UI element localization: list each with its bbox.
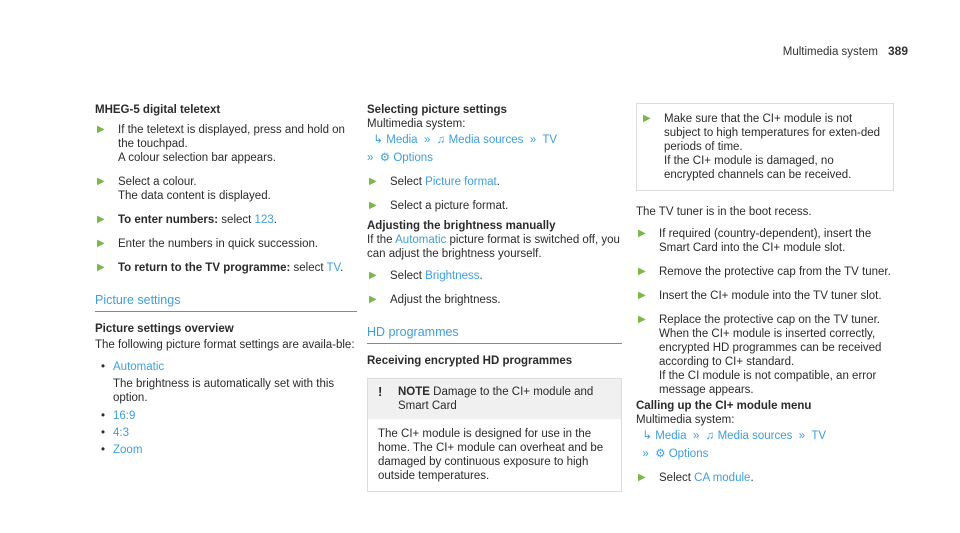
step-text: Enter the numbers in quick succession. [118, 238, 319, 250]
path-separator-icon: » [636, 448, 652, 460]
step-item [95, 261, 357, 275]
path-media[interactable]: Media [386, 134, 418, 146]
step-tail: . [496, 176, 500, 188]
step-lead: To enter numbers: [118, 214, 219, 226]
option-automatic[interactable]: • Automatic [95, 360, 357, 374]
step-text: If the teletext is displayed, press and hold on the touchpad. [118, 124, 345, 150]
step-item [636, 313, 894, 397]
step-tail: . [479, 270, 483, 282]
mheg-title: MHEG-5 digital teletext [95, 104, 221, 116]
hd-programmes-heading: HD programmes [367, 325, 622, 344]
path-separator-icon: » [367, 152, 377, 164]
arrow-right-icon: ▶ [369, 200, 377, 211]
arrow-right-icon: ▶ [97, 262, 105, 273]
options-icon: ⚙ [379, 152, 391, 164]
step-item [95, 237, 357, 251]
step-result: If the CI+ module is damaged, no encrypted channels can be received. [664, 155, 852, 181]
step-tail: . [750, 472, 754, 484]
path-prefix: Multimedia system: [636, 414, 735, 426]
page-number: 389 [887, 44, 908, 58]
header-section: Multimedia system [782, 46, 878, 58]
step-item [636, 289, 894, 303]
step-item [367, 269, 622, 283]
step-result: A colour selection bar appears. [118, 152, 276, 164]
step-item [641, 112, 883, 182]
path-start-icon: ↳ [367, 134, 384, 146]
step-item [95, 175, 357, 203]
adjust-text [367, 233, 622, 261]
step-item [636, 471, 894, 485]
overview-title: Picture settings overview [95, 323, 234, 335]
arrow-right-icon: ▶ [97, 124, 105, 135]
menu-path [636, 427, 894, 463]
step-result: If the CI module is not compatible, an error message appears. [659, 370, 877, 396]
overview-text: The following picture format settings are availa-ble: [95, 339, 355, 351]
column-2 [367, 103, 622, 502]
step-text: select [218, 214, 255, 226]
step-text: Select [390, 270, 426, 282]
path-separator-icon: » [420, 134, 434, 146]
note-continuation-box [636, 103, 894, 191]
step-text: Insert the CI+ module into the TV tuner slot. [659, 290, 882, 302]
picture-settings-heading: Picture settings [95, 293, 357, 312]
note-box [367, 378, 622, 492]
options-icon: ⚙ [655, 448, 666, 460]
arrow-right-icon: ▶ [638, 266, 646, 277]
link-123[interactable]: 123 [254, 214, 274, 226]
note-head: Damage to the CI+ module and Smart Card [398, 386, 594, 412]
step-text: Select a picture format. [390, 200, 509, 212]
column-1 [95, 103, 357, 465]
arrow-right-icon: ▶ [369, 176, 377, 187]
adjust-text-pre: If the [367, 234, 396, 246]
path-options[interactable]: Options [668, 448, 709, 460]
note-label: NOTE [398, 386, 430, 398]
link-tv[interactable]: TV [326, 262, 341, 274]
step-text: Select a colour. [118, 176, 197, 188]
step-item [367, 175, 622, 189]
step-text: Make sure that the CI+ module is not subject to high temperatures for exten-ded periods of time. [664, 113, 881, 153]
link-ca-module[interactable]: CA module [694, 472, 751, 484]
step-item [95, 123, 357, 165]
arrow-right-icon: ▶ [369, 270, 377, 281]
selecting-title: Selecting picture settings [367, 104, 507, 116]
step-item [367, 199, 622, 213]
media-sources-icon: ♫ [436, 134, 446, 146]
path-separator-icon: » [526, 134, 540, 146]
warning-icon: ! [378, 384, 383, 399]
page-header [783, 44, 908, 59]
arrow-right-icon: ▶ [643, 113, 651, 124]
step-text: Select [659, 472, 695, 484]
adjust-text-post: picture format is switched off, you can adjust the brightness yourself. [367, 234, 620, 260]
path-media[interactable]: Media [655, 430, 687, 442]
automatic-desc: The brightness is automatically set with this option. [113, 378, 335, 404]
step-text: Replace the protective cap on the TV tuner. [659, 314, 880, 326]
path-prefix: Multimedia system: [367, 118, 466, 130]
note-header [368, 379, 621, 419]
step-text: Adjust the brightness. [390, 294, 501, 306]
path-tv[interactable]: TV [811, 430, 827, 442]
step-item [95, 213, 357, 227]
arrow-right-icon: ▶ [97, 176, 105, 187]
step-text: Remove the protective cap from the TV tuner. [659, 266, 891, 278]
step-item [367, 293, 622, 307]
options-list [95, 360, 357, 457]
path-separator-icon: » [795, 430, 809, 442]
path-separator-icon: » [689, 430, 703, 442]
path-media-sources[interactable]: Media sources [717, 430, 793, 442]
arrow-right-icon: ▶ [638, 314, 646, 325]
step-result: When the CI+ module is inserted correctly, encrypted HD programmes can be received according to CI+ standard. [659, 328, 882, 368]
path-options[interactable]: Options [393, 152, 433, 164]
arrow-right-icon: ▶ [97, 214, 105, 225]
option-zoom[interactable]: • Zoom [95, 443, 357, 457]
step-tail: . [340, 262, 344, 274]
link-automatic[interactable]: Automatic [395, 234, 447, 246]
option-4-3[interactable]: • 4:3 [95, 426, 357, 440]
path-tv[interactable]: TV [542, 134, 558, 146]
option-16-9[interactable]: • 16:9 [95, 409, 357, 423]
column-3 [636, 103, 894, 495]
step-result: The data content is displayed. [118, 190, 271, 202]
menu-path [367, 131, 622, 167]
tuner-text: The TV tuner is in the boot recess. [636, 206, 812, 218]
arrow-right-icon: ▶ [97, 238, 105, 249]
link-picture-format[interactable]: Picture format [425, 176, 497, 188]
path-start-icon: ↳ [636, 430, 653, 442]
step-item [636, 265, 894, 279]
step-item [636, 227, 894, 255]
arrow-right-icon: ▶ [638, 228, 646, 239]
arrow-right-icon: ▶ [638, 290, 646, 301]
step-lead: To return to the TV programme: [118, 262, 291, 274]
calling-title: Calling up the CI+ module menu [636, 400, 812, 412]
path-media-sources[interactable]: Media sources [448, 134, 524, 146]
step-tail: . [273, 214, 277, 226]
note-body: The CI+ module is designed for use in the home. The CI+ module can overheat and be damaged by continuous exposure to high outside temperatures. [378, 428, 604, 482]
receiving-title: Receiving encrypted HD programmes [367, 355, 573, 367]
arrow-right-icon: ▶ [369, 294, 377, 305]
adjust-title: Adjusting the brightness manually [367, 220, 556, 232]
arrow-right-icon: ▶ [638, 472, 646, 483]
link-brightness[interactable]: Brightness [425, 270, 480, 282]
step-text: select [290, 262, 327, 274]
step-text: If required (country-dependent), insert the Smart Card into the CI+ module slot. [659, 228, 872, 254]
step-text: Select [390, 176, 426, 188]
media-sources-icon: ♫ [705, 430, 715, 442]
